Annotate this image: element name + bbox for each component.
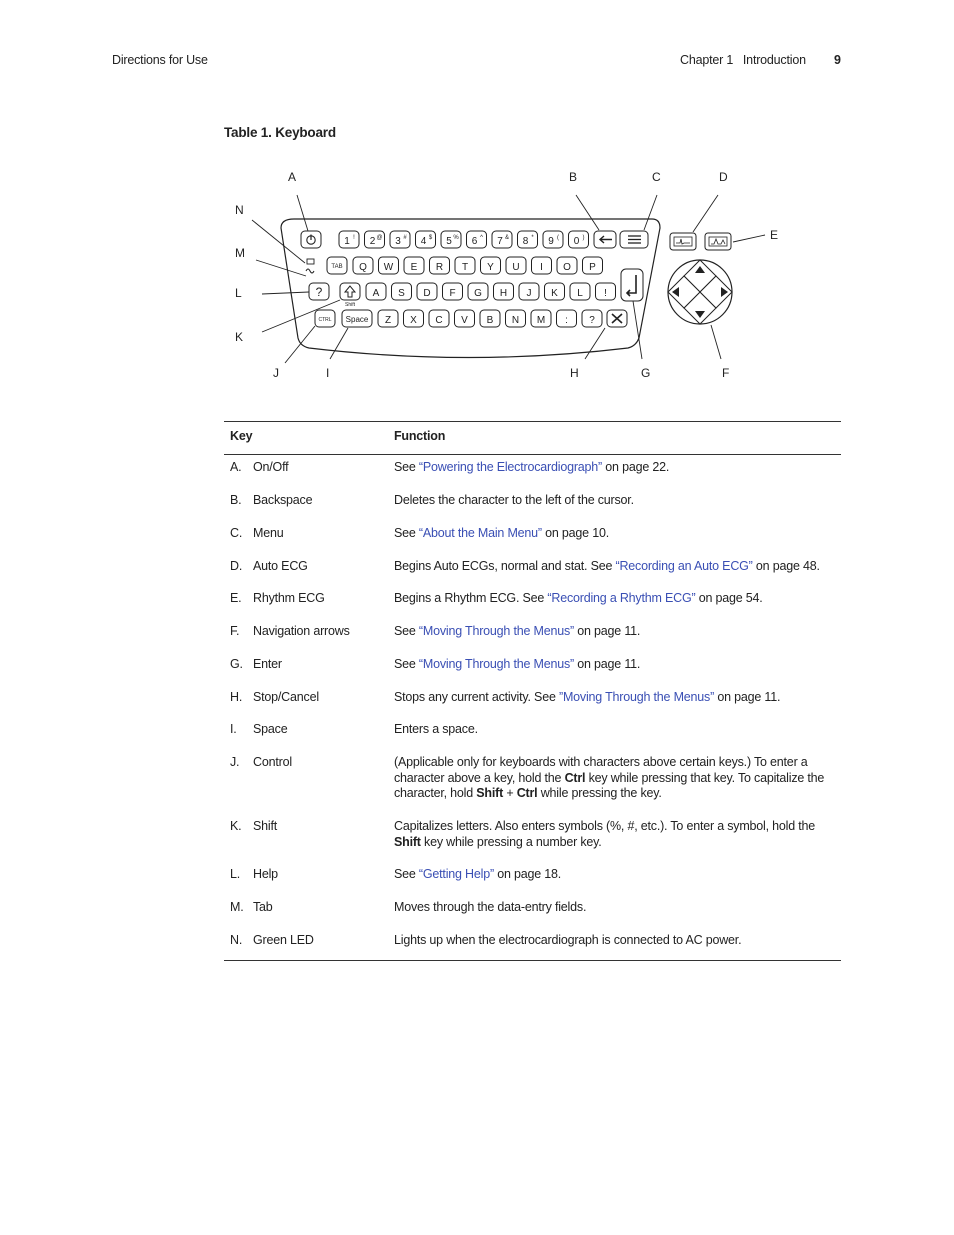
enter-key[interactable] [621,269,643,301]
key-1[interactable] [339,231,359,248]
key-2-label: 2 [369,236,376,247]
key-colon-label: : [565,315,568,326]
row-letter: J. [230,755,240,769]
callout-a: A [288,170,297,184]
column-header-function: Function [394,429,446,443]
key-0-symbol: ) [582,235,585,241]
key-5-label: 5 [446,236,452,247]
row-letter: C. [230,526,243,540]
cross-reference-link[interactable]: “About the Main Menu” [418,526,542,540]
key-g-label: G [474,288,482,299]
row-letter: N. [230,933,243,947]
key-x-label: X [410,315,417,326]
column-header-key: Key [230,429,253,443]
auto-ecg-key[interactable] [670,233,696,250]
function-text [394,819,839,850]
key-question-label: ? [589,315,595,326]
callout-n: N [235,203,244,217]
key-4[interactable] [416,231,436,248]
key-e-label: E [410,262,418,273]
row-letter: K. [230,819,242,833]
key-8-label: 8 [522,236,529,247]
row-key: Shift [253,819,278,833]
row-letter: A. [230,460,242,474]
running-header-chapter [680,53,841,67]
space-key[interactable] [342,310,372,327]
function-text: on page 11. [574,624,641,638]
row-key: Menu [253,526,284,540]
rhythm-ecg-key[interactable] [705,233,731,250]
chapter-label: Chapter 1 Introduction [680,53,806,67]
key-w-label: W [383,262,394,273]
key-3-label: 3 [395,236,401,247]
function-text: on page 54. [695,591,763,605]
function-text [394,755,839,802]
key-g[interactable] [468,283,488,300]
function-text-part: key while pressing that key. To capitalize the character, hold [394,770,825,801]
key-z-label: Z [384,315,392,326]
key-b[interactable] [480,310,500,327]
cross-reference-link[interactable]: “Moving Through the Menus” [418,624,574,638]
key-6[interactable] [467,231,487,248]
row-key: Backspace [253,493,313,507]
key-0-label: 0 [573,236,580,247]
row-key: Navigation arrows [253,624,350,638]
callout-g: G [641,366,651,380]
row-key: On/Off [253,460,289,474]
callout-d: D [719,170,728,184]
key-0[interactable] [569,231,589,248]
key-r-label: R [435,262,444,273]
key-f[interactable] [443,283,463,300]
row-letter: M. [230,900,244,914]
key-h-label: H [499,288,508,299]
row-key: Green LED [253,933,314,947]
callout-f: F [722,366,730,380]
on-off-key[interactable] [301,231,321,248]
row-key: Control [253,755,292,769]
function-text: on page 18. [493,867,562,881]
callout-e: E [770,228,779,242]
cross-reference-link[interactable]: “Moving Through the Menus” [418,657,574,671]
callout-k: K [235,330,244,344]
key-a-label: A [372,288,380,299]
key-y[interactable] [481,257,501,274]
key-e[interactable] [404,257,424,274]
row-letter: L. [230,867,241,881]
key-p-label: P [589,262,596,273]
ctrl-keyword: Ctrl [564,770,586,785]
row-letter: D. [230,559,243,573]
key-8[interactable] [518,231,538,248]
key-colon[interactable] [557,310,577,327]
menu-key[interactable] [620,231,648,248]
function-text: on page 11. [714,690,781,704]
key-m[interactable] [531,310,551,327]
row-key: Rhythm ECG [253,591,325,605]
cross-reference-link[interactable]: “Recording an Auto ECG” [615,559,753,573]
function-text: See [394,657,419,671]
function-text: Deletes the character to the left of the cursor. [394,493,634,507]
key-exclamation-label: ! [604,288,607,299]
stop-cancel-key[interactable] [607,310,627,327]
key-8-symbol: * [531,235,534,241]
function-text: Enters a space. [394,722,478,736]
row-letter: H. [230,690,243,704]
key-u-label: U [512,262,520,273]
key-m-label: M [536,315,546,326]
key-u[interactable] [506,257,526,274]
key-x[interactable] [404,310,424,327]
callout-j: J [273,366,279,380]
key-f-label: F [449,288,456,299]
key-l-label: L [577,288,583,299]
shift-key-label: Shift [344,302,356,308]
key-2-symbol: @ [376,235,383,241]
key-o-label: O [563,262,571,273]
function-text: Begins a Rhythm ECG. See [394,591,548,605]
key-y-label: Y [487,262,494,273]
key-l[interactable] [570,283,590,300]
page-number: 9 [834,53,841,67]
function-text: See [394,624,419,638]
key-j[interactable] [519,283,539,300]
key-c-label: C [435,315,443,326]
row-key: Enter [253,657,282,671]
row-key: Tab [253,900,273,914]
function-text: Lights up when the electrocardiograph is connected to AC power. [394,933,742,947]
key-i-label: I [540,262,543,273]
key-n-label: N [511,315,520,326]
function-text-part: + [503,786,517,801]
key-b-label: B [486,315,494,326]
key-7[interactable] [492,231,512,248]
key-exclamation[interactable] [596,283,616,300]
row-letter: G. [230,657,243,671]
function-text: See [394,867,419,881]
key-p[interactable] [583,257,603,274]
key-7-symbol: & [504,235,510,241]
key-k[interactable] [545,283,565,300]
function-text: on page 22. [602,460,670,474]
keyboard-diagram [224,162,784,387]
function-text: Stops any current activity. See [394,690,559,704]
row-key: Help [253,867,278,881]
ctrl-key[interactable] [315,310,335,327]
key-6-symbol: ^ [480,235,483,241]
key-9[interactable] [543,231,563,248]
callout-b: B [569,170,578,184]
callout-l: L [235,286,242,300]
key-a[interactable] [366,283,386,300]
key-t-label: T [461,262,469,273]
cross-reference-link[interactable]: ”Moving Through the Menus” [558,690,715,704]
function-text: See [394,526,419,540]
function-text-part: key while pressing a number key. [420,834,602,849]
key-w[interactable] [379,257,399,274]
cross-reference-link[interactable]: “Getting Help” [418,867,494,881]
key-i[interactable] [532,257,552,274]
key-q-label: Q [359,262,367,273]
tab-key-label: TAB [331,264,343,270]
cross-reference-link[interactable]: “Recording a Rhythm ECG” [547,591,696,605]
function-text: on page 10. [541,526,609,540]
callout-i: I [326,366,330,380]
ac-power-wave-icon [306,269,314,273]
key-h[interactable] [494,283,514,300]
backspace-key[interactable] [594,231,616,248]
key-v[interactable] [455,310,475,327]
cross-reference-link[interactable]: “Powering the Electrocardiograph” [418,460,603,474]
row-letter: E. [230,591,242,605]
key-s[interactable] [392,283,412,300]
function-text: on page 48. [752,559,820,573]
key-4-label: 4 [420,236,427,247]
help-key-label: ? [315,285,323,299]
key-4-symbol: $ [428,235,433,241]
row-key: Space [253,722,288,736]
key-o[interactable] [557,257,577,274]
green-led-icon [307,259,314,264]
shift-key[interactable] [340,283,360,308]
key-3[interactable] [390,231,410,248]
key-5-symbol: % [453,235,459,241]
row-letter: F. [230,624,240,638]
ctrl-key-label: CTRL [318,317,332,323]
key-d[interactable] [417,283,437,300]
key-6-label: 6 [471,236,478,247]
key-j-label: J [526,288,532,299]
function-text-part: (Applicable only for keyboards with characters above certain keys.) To enter a character above a key, hold the [394,755,808,785]
row-key: Stop/Cancel [253,690,319,704]
help-key[interactable] [309,283,329,300]
ctrl-keyword: Ctrl [516,786,538,801]
callout-c: C [652,170,661,184]
function-text: See [394,460,419,474]
key-d-label: D [423,288,431,299]
key-s-label: S [398,288,405,299]
key-t[interactable] [455,257,475,274]
key-1-label: 1 [344,236,350,247]
key-c[interactable] [429,310,449,327]
row-letter: B. [230,493,242,507]
number-key-row [339,231,589,248]
key-9-symbol: ( [557,235,559,241]
function-text: Moves through the data-entry fields. [394,900,587,914]
key-q[interactable] [353,257,373,274]
key-r[interactable] [430,257,450,274]
key-n[interactable] [506,310,526,327]
table-header-row [224,422,841,455]
space-key-label: Space [345,315,369,324]
table-caption: Table 1. Keyboard [224,125,336,140]
row-letter: I. [230,722,237,736]
callout-h: H [570,366,579,380]
key-v-label: V [461,315,468,326]
key-1-symbol: ! [353,235,355,241]
row-key: Auto ECG [253,559,308,573]
key-k-label: K [551,288,558,299]
running-header-title: Directions for Use [112,53,208,67]
asdf-key-row [366,283,616,300]
function-text: Begins Auto ECGs, normal and stat. See [394,559,616,573]
keyboard-table [224,421,841,961]
key-3-symbol: # [403,235,407,241]
key-z[interactable] [378,310,398,327]
tab-key[interactable] [327,257,347,274]
qwerty-key-row [353,257,603,274]
key-7-label: 7 [497,236,503,247]
function-text-part: while pressing the key. [537,786,662,801]
key-9-label: 9 [548,236,554,247]
navigation-arrows [668,260,732,324]
function-text: on page 11. [574,657,641,671]
shift-keyword: Shift [476,786,504,801]
key-question[interactable] [582,310,602,327]
function-text-part: Capitalizes letters. Also enters symbols (%, #, etc.). To enter a symbol, hold the [394,819,816,833]
key-2[interactable] [365,231,385,248]
callout-m: M [235,246,245,260]
key-5[interactable] [441,231,461,248]
shift-keyword: Shift [394,834,421,849]
zxcv-key-row [378,310,602,327]
